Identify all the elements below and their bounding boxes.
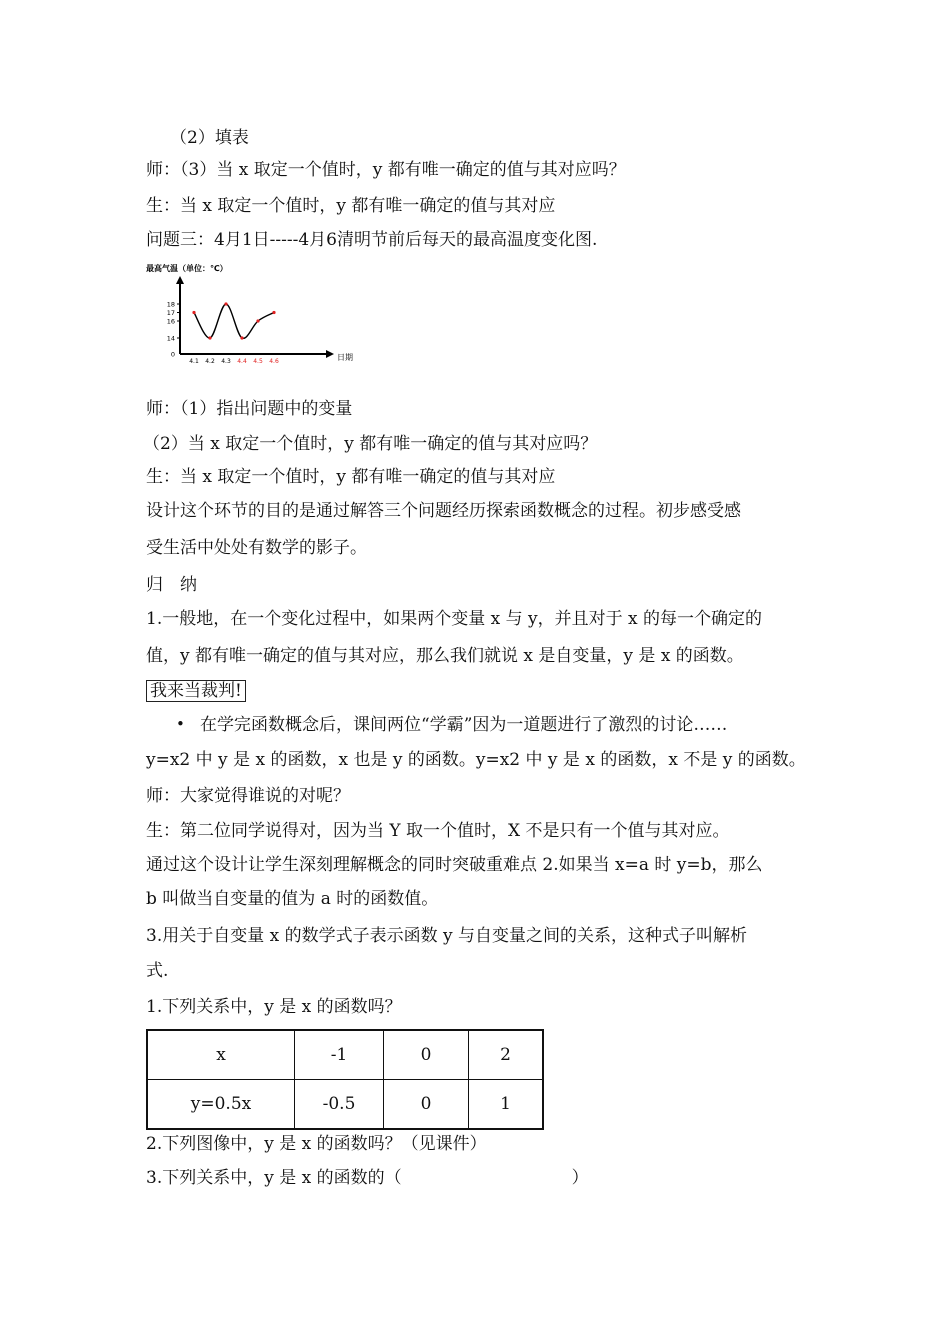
text-line: 生：当 x 取定一个值时，y 都有唯一确定的值与其对应 xyxy=(146,467,556,487)
text-line: 在学完函数概念后，课间两位“学霸”因为一道题进行了激烈的讨论…… xyxy=(200,715,728,735)
text-line: 式. xyxy=(146,961,169,981)
table-cell: 0 xyxy=(384,1080,469,1130)
table-cell: -0.5 xyxy=(295,1080,384,1130)
text-line: 师：（1）指出问题中的变量 xyxy=(146,399,353,419)
text-line: 1.一般地，在一个变化过程中，如果两个变量 x 与 y，并且对于 x 的每一个确定的 xyxy=(146,609,763,629)
text-line: （2）填表 xyxy=(170,128,249,148)
table-cell: -1 xyxy=(295,1030,384,1080)
x-tick-label: 4.4 xyxy=(237,358,247,365)
x-axis-label: 日期 xyxy=(337,353,353,362)
table-cell: y=0.5x xyxy=(147,1080,295,1130)
text-line: 问题三：4月1日-----4月6清明节前后每天的最高温度变化图. xyxy=(146,230,598,250)
data-point xyxy=(240,336,243,339)
section-heading: 归 纳 xyxy=(146,575,197,595)
chart-title: 最高气温（单位：℃） xyxy=(146,264,228,273)
table-cell: 2 xyxy=(469,1030,544,1080)
text-line: 设计这个环节的目的是通过解答三个问题经历探索函数概念的过程。初步感受感 xyxy=(146,501,741,521)
y-tick-label: 17 xyxy=(166,309,175,317)
text-line: 生：第二位同学说得对，因为当 Y 取一个值时，X 不是只有一个值与其对应。 xyxy=(146,821,730,841)
y-axis-arrow xyxy=(176,276,184,284)
text-line: 师：大家觉得谁说的对呢？ xyxy=(146,786,350,806)
x-axis-arrow xyxy=(326,350,334,358)
text-line: 3.下列关系中，y 是 x 的函数的（ ） xyxy=(146,1168,589,1188)
text-line: 值，y 都有唯一确定的值与其对应，那么我们就说 x 是自变量，y 是 x 的函数。 xyxy=(146,646,744,666)
data-point xyxy=(192,311,195,314)
x-tick-label: 4.1 xyxy=(189,358,199,365)
table-row xyxy=(147,1030,543,1080)
table-cell: x xyxy=(147,1030,295,1080)
data-point xyxy=(256,319,259,322)
text-line: 受生活中处处有数学的影子。 xyxy=(146,538,367,558)
text-line: 1.下列关系中，y 是 x 的函数吗？ xyxy=(146,997,402,1017)
data-point xyxy=(208,336,211,339)
text-line: （2）当 x 取定一个值时，y 都有唯一确定的值与其对应吗？ xyxy=(143,434,598,454)
x-tick-label: 4.5 xyxy=(253,358,263,365)
text-line: 师：（3）当 x 取定一个值时，y 都有唯一确定的值与其对应吗？ xyxy=(146,160,626,180)
x-tick-label: 4.3 xyxy=(221,358,231,365)
bullet-icon: • xyxy=(176,715,185,733)
text-line: 通过这个设计让学生深刻理解概念的同时突破重难点 2.如果当 x=a 时 y=b，那么 xyxy=(146,855,763,875)
x-tick-label: 4.6 xyxy=(269,358,279,365)
y-tick-label: 16 xyxy=(166,317,175,326)
y-tick-label: 14 xyxy=(166,334,175,343)
table-row xyxy=(147,1080,543,1130)
text-line: y=x2 中 y 是 x 的函数，x 也是 y 的函数。y=x2 中 y 是 x 的函数，x 不是 y 的函数。 xyxy=(146,750,806,770)
series-line xyxy=(194,304,274,338)
function-table xyxy=(146,1029,544,1130)
boxed-heading: 我来当裁判! xyxy=(146,679,246,703)
table-cell: 0 xyxy=(384,1030,469,1080)
text-line: b 叫做当自变量的值为 a 时的函数值。 xyxy=(146,889,439,909)
x-tick-label: 4.2 xyxy=(205,358,215,365)
data-point xyxy=(224,302,227,305)
text-line: 3.用关于自变量 x 的数学式子表示函数 y 与自变量之间的关系，这种式子叫解析 xyxy=(146,926,748,946)
text-line: 2.下列图像中，y 是 x 的函数吗？（见课件） xyxy=(146,1134,487,1154)
temperature-chart xyxy=(146,262,356,372)
table-cell: 1 xyxy=(469,1080,544,1130)
y-tick-label: 0 xyxy=(170,350,175,359)
data-point xyxy=(272,311,275,314)
y-tick-label: 18 xyxy=(166,300,175,309)
text-line: 生：当 x 取定一个值时，y 都有唯一确定的值与其对应 xyxy=(146,196,556,216)
